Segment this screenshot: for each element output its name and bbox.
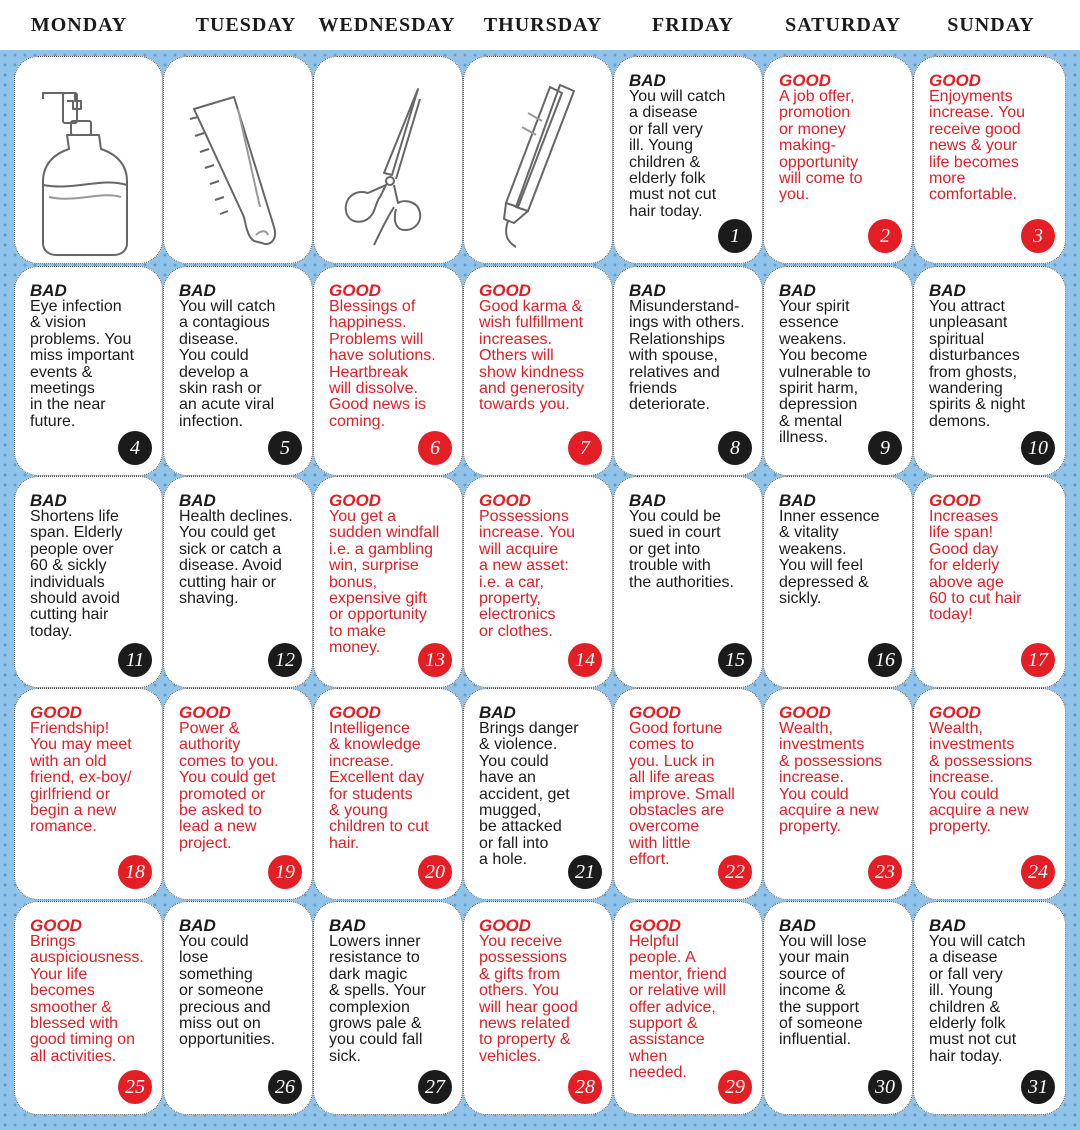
date-badge: 18 [118,855,152,889]
rating-label: GOOD [779,71,831,90]
date-badge: 1 [718,219,752,253]
day-cell-17 [913,476,1066,688]
rating-label: GOOD [479,491,531,510]
rating-label: BAD [779,281,816,300]
day-description: Possessions increase. You will acquire a new asset: i.e. a car, property, electronics or clothes. [479,508,576,640]
day-cell-1 [613,56,763,264]
rating-label: BAD [179,281,216,300]
rating-label: BAD [179,916,216,935]
rating-label: BAD [479,703,516,722]
date-badge: 6 [418,431,452,465]
calendar-grid [0,50,1080,1130]
rating-label: BAD [30,281,67,300]
day-cell-5 [163,266,313,476]
day-description: You will lose your main source of income & the support of someone influential. [779,933,867,1049]
day-thursday: THURSDAY [483,14,603,36]
rating-label: BAD [929,281,966,300]
day-description: You will catch a disease or fall very ill. Young children & elderly folk must not cut hair today. [929,933,1026,1065]
day-cell-14 [463,476,613,688]
rating-label: BAD [929,916,966,935]
day-cell-12 [163,476,313,688]
rating-label: BAD [329,916,366,935]
rating-label: GOOD [929,491,981,510]
day-cell-9 [763,266,913,476]
date-badge: 26 [268,1070,302,1104]
day-description: Shortens life span. Elderly people over 60 & sickly individuals should avoid cutting hair today. [30,508,123,640]
hair-straightener-icon [464,57,613,264]
day-description: Friendship! You may meet with an old friend, ex-boy/ girlfriend or begin a new romance. [30,720,132,836]
day-cell-3 [913,56,1066,264]
day-description: You receive possessions & gifts from others. You will hear good news related to property & vehicles. [479,933,578,1065]
day-cell-6 [313,266,463,476]
rating-label: GOOD [479,916,531,935]
rating-label: GOOD [179,703,231,722]
day-cell-22 [613,688,763,900]
day-description: You will catch a contagious disease. You could develop a skin rash or an acute viral infection. [179,298,276,430]
day-cell-20 [313,688,463,900]
date-badge: 25 [118,1070,152,1104]
day-cell-31 [913,901,1066,1115]
day-description: You get a sudden windfall i.e. a gambling win, surprise bonus, expensive gift or opportunity to make money. [329,508,440,657]
comb-cell [163,56,313,264]
hair-straightener-cell [463,56,613,264]
date-badge: 16 [868,643,902,677]
rating-label: GOOD [629,916,681,935]
day-description: Wealth, investments & possessions increase. You could acquire a new property. [779,720,883,836]
scissors-cell [313,56,463,264]
date-badge: 19 [268,855,302,889]
day-description: Enjoyments increase. You receive good news & your life becomes more comfortable. [929,88,1026,204]
rating-label: BAD [629,491,666,510]
rating-label: GOOD [30,703,82,722]
day-cell-8 [613,266,763,476]
date-badge: 20 [418,855,452,889]
date-badge: 13 [418,643,452,677]
day-description: A job offer, promotion or money making- opportunity will come to you. [779,88,863,204]
rating-label: GOOD [329,281,381,300]
date-badge: 2 [868,219,902,253]
day-description: Your spirit essence weakens. You become vulnerable to spirit harm, depression & mental illness. [779,298,871,447]
date-badge: 22 [718,855,752,889]
day-description: Wealth, investments & possessions increase. You could acquire a new property. [929,720,1033,836]
scissors-icon [314,57,463,264]
date-badge: 4 [118,431,152,465]
soap-dispenser-cell [14,56,163,264]
day-cell-30 [763,901,913,1115]
day-description: Eye infection & vision problems. You miss important events & meetings in the near future. [30,298,135,430]
day-monday: MONDAY [30,14,128,36]
date-badge: 29 [718,1070,752,1104]
day-description: Intelligence & knowledge increase. Excellent day for students & young children to cut hair. [329,720,429,852]
date-badge: 12 [268,643,302,677]
rating-label: GOOD [329,703,381,722]
date-badge: 23 [868,855,902,889]
day-description: Good karma & wish fulfillment increases. Others will show kindness and generosity towards you. [479,298,584,414]
day-cell-28 [463,901,613,1115]
date-badge: 24 [1021,855,1055,889]
date-badge: 14 [568,643,602,677]
date-badge: 10 [1021,431,1055,465]
date-badge: 28 [568,1070,602,1104]
date-badge: 9 [868,431,902,465]
date-badge: 27 [418,1070,452,1104]
day-description: Misunderstand- ings with others. Relationships with spouse, relatives and friends deteriorate. [629,298,745,414]
date-badge: 17 [1021,643,1055,677]
day-cell-13 [313,476,463,688]
date-badge: 3 [1021,219,1055,253]
day-wednesday: WEDNESDAY [318,14,456,36]
day-description: Helpful people. A mentor, friend or relative will offer advice, support & assistance when needed. [629,933,727,1082]
day-description: You will catch a disease or fall very ill. Young children & elderly folk must not cut hair today. [629,88,726,220]
rating-label: BAD [779,916,816,935]
date-badge: 7 [568,431,602,465]
day-cell-21 [463,688,613,900]
rating-label: GOOD [779,703,831,722]
day-cell-26 [163,901,313,1115]
rating-label: BAD [30,491,67,510]
day-cell-16 [763,476,913,688]
date-badge: 8 [718,431,752,465]
weekday-header [0,0,1080,50]
day-description: You attract unpleasant spiritual disturbances from ghosts, wandering spirits & night demons. [929,298,1026,430]
day-description: Health declines. You could get sick or catch a disease. Avoid cutting hair or shaving. [179,508,293,608]
day-description: Inner essence & vitality weakens. You will feel depressed & sickly. [779,508,880,608]
rating-label: GOOD [929,71,981,90]
day-description: Good fortune comes to you. Luck in all life areas improve. Small obstacles are overcome with little effort. [629,720,735,869]
day-cell-2 [763,56,913,264]
day-friday: FRIDAY [652,14,734,36]
soap-dispenser-icon [15,57,163,264]
day-cell-23 [763,688,913,900]
day-description: Brings danger & violence. You could have an accident, get mugged, be attacked or fall into a hole. [479,720,579,869]
day-cell-27 [313,901,463,1115]
day-cell-25 [14,901,163,1115]
day-description: Blessings of happiness. Problems will have solutions. Heartbreak will dissolve. Good news is coming. [329,298,436,430]
date-badge: 30 [868,1070,902,1104]
rating-label: GOOD [479,281,531,300]
rating-label: BAD [179,491,216,510]
day-cell-11 [14,476,163,688]
day-cell-29 [613,901,763,1115]
day-cell-15 [613,476,763,688]
day-cell-24 [913,688,1066,900]
day-description: Increases life span! Good day for elderly above age 60 to cut hair today! [929,508,1022,624]
date-badge: 31 [1021,1070,1055,1104]
day-description: You could be sued in court or get into trouble with the authorities. [629,508,734,591]
day-cell-18 [14,688,163,900]
date-badge: 5 [268,431,302,465]
rating-label: BAD [779,491,816,510]
day-description: You could lose something or someone precious and miss out on opportunities. [179,933,276,1049]
rating-label: BAD [629,71,666,90]
day-description: Brings auspiciousness. Your life becomes smoother & blessed with good timing on all activities. [30,933,144,1065]
day-cell-19 [163,688,313,900]
day-tuesday: TUESDAY [195,14,297,36]
rating-label: BAD [629,281,666,300]
date-badge: 21 [568,855,602,889]
rating-label: GOOD [929,703,981,722]
rating-label: GOOD [30,916,82,935]
day-saturday: SATURDAY [785,14,901,36]
rating-label: GOOD [629,703,681,722]
date-badge: 11 [118,643,152,677]
rating-label: GOOD [329,491,381,510]
day-description: Lowers inner resistance to dark magic & spells. Your complexion grows pale & you could fall sick. [329,933,426,1065]
date-badge: 15 [718,643,752,677]
day-description: Power & authority comes to you. You could get promoted or be asked to lead a new project. [179,720,279,852]
day-cell-7 [463,266,613,476]
day-cell-4 [14,266,163,476]
comb-icon [164,57,313,264]
day-cell-10 [913,266,1066,476]
day-sunday: SUNDAY [947,14,1035,36]
